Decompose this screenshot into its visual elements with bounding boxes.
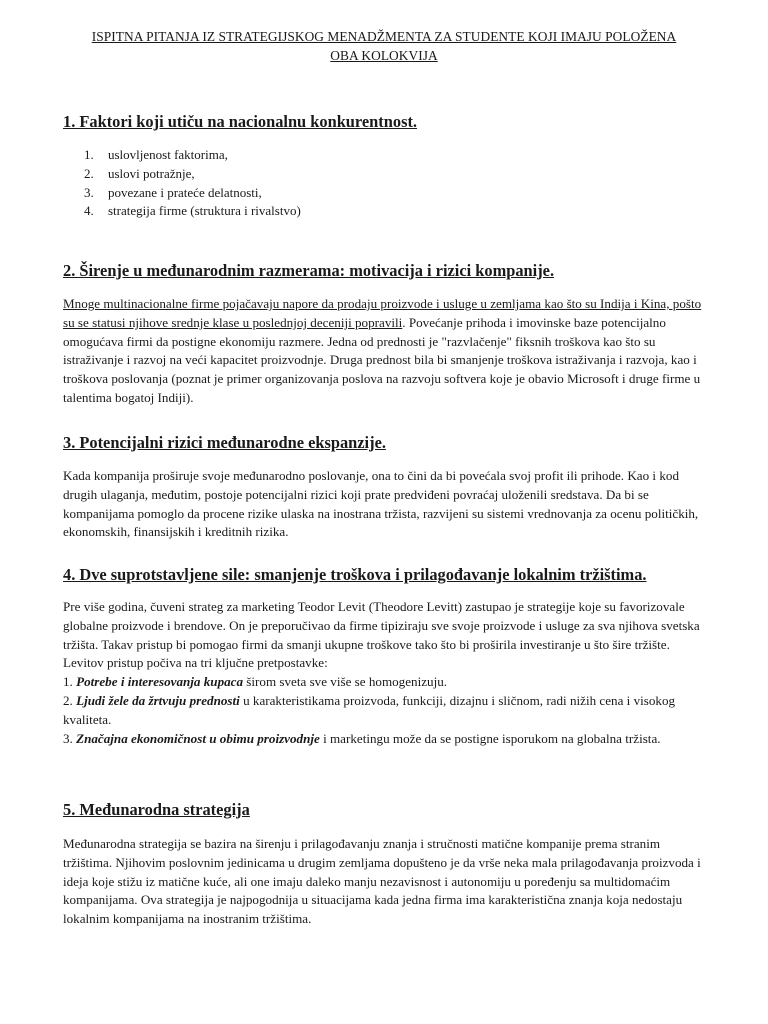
point-emphasis: Ljudi žele da žrtvuju prednosti bbox=[76, 692, 240, 708]
point-number: 3. bbox=[63, 730, 77, 746]
section-2-body bbox=[63, 295, 707, 408]
section-1-heading: 1. Faktori koji utiču na nacionalnu konkurentnost. bbox=[63, 112, 417, 131]
section-4-lead: Levitov pristup počiva na tri ključne pretpostavke: bbox=[63, 655, 328, 671]
list-item-text: uslovi potražnje, bbox=[108, 165, 195, 181]
list-item-number: 1. bbox=[84, 147, 94, 162]
point-number: 2. bbox=[63, 692, 77, 708]
list-item-text: strategija firme (struktura i rivalstvo) bbox=[108, 203, 301, 219]
section-5-heading: 5. Međunarodna strategija bbox=[63, 800, 250, 819]
section-5-body bbox=[63, 835, 707, 929]
list-item bbox=[84, 165, 301, 184]
section-2-text: . Povećanje prihoda i imovinske baze potencijalno omogućava firmi da postigne ekonomiju razmere. Jedna od prednosti je "razvlačenje" fiksnih troškova kao što su istraživanje i razvoj na veći kapacitet proizvodnje. Druga prednost bila bi smanjenje troškova istraživanja i razvoja, kao i troškova poslovanja (poznat je primer organizovanja poslova na razvoju softvera koje je obavio Microsoft i druge firme u talentima bogatoj Indiji). bbox=[63, 314, 701, 405]
section-3-heading: 3. Potencijalni rizici međunarodne ekspanzije. bbox=[63, 433, 386, 452]
section-4-heading: 4. Dve suprotstavljene sile: smanjenje troškova i prilagođavanje lokalnim tržištima. bbox=[63, 565, 647, 584]
point-text: i marketingu može da se postigne isporukom na globalna tržista. bbox=[319, 730, 661, 746]
document-title-line-2: OBA KOLOKVIJA bbox=[330, 48, 438, 63]
point-emphasis: Značajna ekonomičnost u obimu proizvodnje bbox=[76, 730, 320, 746]
document-title-line-1: ISPITNA PITANJA IZ STRATEGIJSKOG MENADŽMENTA ZA STUDENTE KOJI IMAJU POLOŽENA bbox=[91, 29, 677, 44]
section-4-point-1 bbox=[63, 673, 707, 692]
list-item bbox=[84, 146, 301, 165]
list-item-text: povezane i prateće delatnosti, bbox=[108, 184, 262, 200]
section-3-body bbox=[63, 467, 707, 542]
section-3-text: Kada kompanija proširuje svoje međunarodno poslovanje, ona to čini da bi povećala svoj profit ili prihode. Kao i kod drugih ulaganja, međutim, postoje potencijalni rizici koji prate predviđeni povraćaj uloženili sredstava. Da bi se kompanijama pomoglo da procene rizike ulaska na inostrana tržista, razvijeni su sistemi vrednovanja za ocenu političkih, ekonomskih, finansijskih i kreditnih rizika. bbox=[63, 468, 699, 540]
section-5-text: Međunarodna strategija se bazira na širenju i prilagođavanju znanja i stručnosti matične kompanije prema stranim tržištima. Njihovim poslovnim jedinicama u drugim zemljama dopušteno je da vrše neka mala prilagođavanja proizvoda i ideja koje stižu iz matične kuće, ali one imaju daleko manju nezavisnost i autonomiju u poređenju sa multidomaćim kompanijama. Ova strategija je najpogodnija u situacijama kada jedna firma ima karakteristična znanja koja nedostaju lokalnim kompanijama na inostranim tržištima. bbox=[63, 836, 701, 927]
point-number: 1. bbox=[63, 674, 77, 690]
section-2-heading: 2. Širenje u međunarodnim razmerama: motivacija i rizici kompanije. bbox=[63, 261, 555, 280]
section-4-body bbox=[63, 598, 707, 748]
list-item bbox=[84, 184, 301, 203]
section-2-underlined-text: Mnoge multinacionalne firme pojačavaju napore da prodaju proizvode i usluge u zemljama kao što su Indija i Kina, pošto su se statusi njihove srednje klase u poslednjoj deceniji popravili bbox=[63, 296, 702, 330]
point-text: širom sveta sve više se homogenizuju. bbox=[243, 674, 448, 690]
section-4-intro: Pre više godina, čuveni strateg za marketing Teodor Levit (Theodore Levitt) zastupao je strategije koje su favorizovale globalne proizvode i brendove. On je preporučivao da firme tipiziraju sve svoje proizvode i usluge za sva njihova svetska tržišta. Takav pristup bi pomogao firmi da smanji ukupne troškove tako što bi proširila investiranje u što šire tržište. bbox=[63, 599, 700, 652]
document-title bbox=[60, 27, 708, 65]
point-emphasis: Potrebe i interesovanja kupaca bbox=[76, 674, 244, 690]
section-1-list bbox=[84, 146, 301, 221]
point-text: u karakteristikama proizvoda, funkciji, dizajnu i sličnom, radi nižih cena i visokog kvaliteta. bbox=[63, 692, 676, 727]
section-4-point-2 bbox=[63, 692, 707, 730]
section-4-point-3 bbox=[63, 730, 707, 749]
list-item-number: 4. bbox=[84, 203, 94, 219]
list-item-number: 3. bbox=[84, 184, 94, 200]
list-item-number: 2. bbox=[84, 165, 94, 181]
list-item-text: uslovljenost faktorima, bbox=[108, 147, 228, 162]
list-item bbox=[84, 202, 301, 221]
